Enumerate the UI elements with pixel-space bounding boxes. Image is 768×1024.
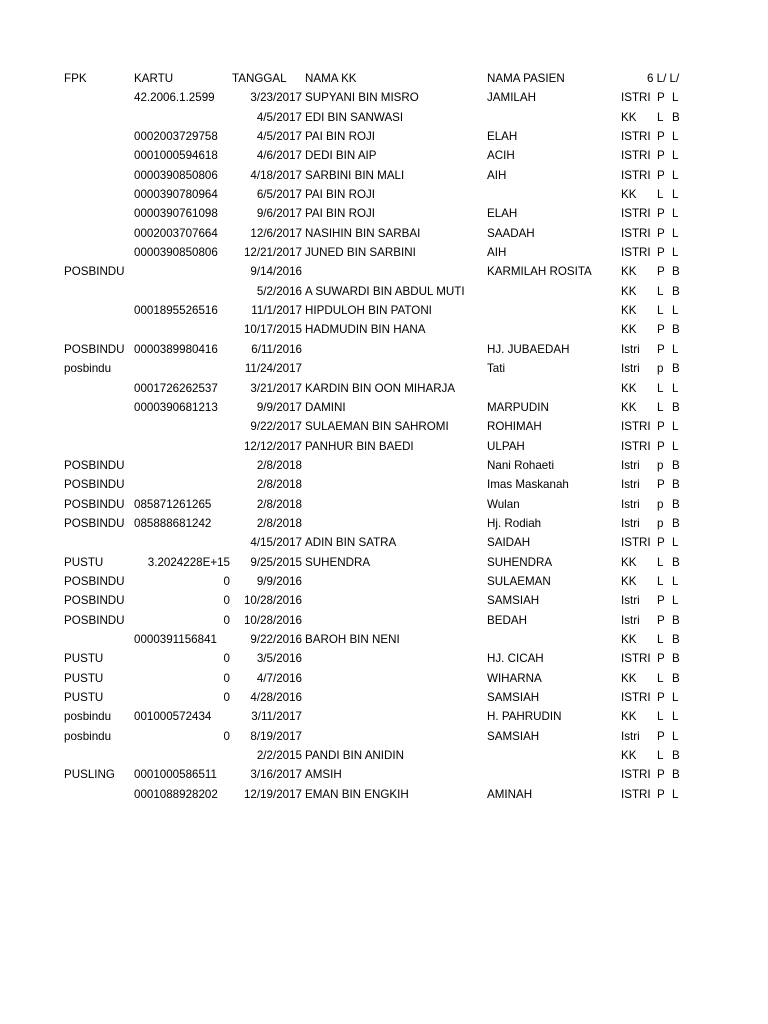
cell-nama-pasien: Hj. Rodiah [487,516,542,530]
table-row [0,320,768,339]
table-row [0,572,768,591]
table-row [0,765,768,784]
cell-code-1: P [657,536,665,550]
cell-code-2: B [672,362,680,376]
cell-tanggal: 6/11/2016 [251,342,302,356]
cell-hubungan: Istri [621,497,640,511]
cell-kartu: 0001000594618 [134,149,218,163]
cell-nama-kk: SARBINI BIN MALI [305,168,405,182]
cell-code-1: P [657,246,665,260]
table-row [0,707,768,726]
cell-code-1: L [657,304,664,318]
table-row [0,146,768,165]
cell-code-2: L [672,130,679,144]
cell-hubungan: ISTRI [621,787,651,801]
cell-code-1: p [657,497,664,511]
cell-code-2: B [672,323,680,337]
cell-nama-pasien: SAMSIAH [487,691,540,704]
cell-hubungan: Istri [621,478,640,492]
cell-fpk: PUSTU [64,652,104,666]
cell-code-2: B [672,768,680,782]
cell-kartu: 0001726262537 [134,381,218,395]
cell-nama-pasien: Tati [487,362,506,376]
cell-tanggal: 3/16/2017 [250,768,302,782]
cell-code-1: L [657,749,664,763]
cell-nama-kk: PAI BIN ROJI [305,188,376,202]
cell-nama-kk: PAI BIN ROJI [305,130,376,144]
table-row [0,359,768,378]
cell-code-2: B [672,458,680,472]
cell-code-2: L [672,787,679,801]
cell-tanggal: 4/7/2016 [256,671,302,685]
cell-nama-pasien: SAADAH [487,226,535,240]
cell-hubungan: KK [621,710,637,724]
cell-tanggal: 2/2/2015 [256,749,302,763]
cell-nama-pasien: SAIDAH [487,536,531,550]
cell-kartu: 0000390780964 [134,188,218,202]
table-row [0,204,768,223]
cell-tanggal: 11/1/2017 [251,304,302,318]
cell-code-1: P [657,439,665,453]
cell-kartu: 001000572434 [134,710,212,724]
cell-code-2: L [672,149,679,163]
cell-code-2: L [672,188,679,202]
table-row [0,456,768,475]
table-row [0,185,768,204]
cell-kartu: 0 [223,652,230,666]
cell-hubungan: ISTRI [621,168,651,182]
cell-tanggal: 2/8/2018 [256,478,302,492]
table-row [0,495,768,514]
cell-code-2: L [672,168,679,182]
header-nama-pasien: NAMA PASIEN [487,72,565,85]
cell-tanggal: 2/8/2018 [256,497,302,511]
cell-code-1: P [657,691,665,704]
cell-nama-kk: KARDIN BIN OON MIHARJA [305,381,456,395]
cell-hubungan: KK [621,632,637,646]
cell-tanggal: 11/24/2017 [244,362,302,376]
cell-hubungan: ISTRI [621,691,651,704]
table-row [0,611,768,630]
cell-nama-pasien: JAMILAH [487,91,536,105]
table-row [0,553,768,572]
cell-code-1: P [657,613,665,627]
cell-nama-pasien: AIH [487,168,507,182]
cell-tanggal: 9/22/2016 [250,632,302,646]
cell-code-2: B [672,284,680,298]
cell-code-1: P [657,91,665,105]
cell-code-2: B [672,613,680,627]
cell-nama-pasien: SUHENDRA [487,555,553,569]
cell-kartu: 085871261265 [134,497,212,511]
cell-nama-pasien: ROHIMAH [487,420,542,434]
cell-nama-pasien: AMINAH [487,787,533,801]
cell-code-1: P [657,787,665,801]
cell-code-1: P [657,478,665,492]
cell-hubungan: KK [621,323,637,337]
table-row [0,88,768,107]
cell-nama-pasien: MARPUDIN [487,400,549,414]
cell-tanggal: 9/14/2016 [250,265,302,279]
cell-tanggal: 10/17/2015 [243,323,302,337]
cell-code-2: B [672,478,680,492]
cell-code-1: L [657,632,664,646]
cell-code-2: L [672,304,679,318]
table-body [0,88,768,804]
cell-code-1: p [657,516,664,530]
cell-fpk: POSBINDU [64,342,125,356]
cell-tanggal: 4/15/2017 [250,536,302,550]
cell-tanggal: 6/5/2017 [256,188,302,202]
cell-kartu: 0001000586511 [134,768,217,782]
cell-hubungan: KK [621,555,637,569]
cell-hubungan: ISTRI [621,652,651,666]
cell-nama-pasien: ELAH [487,130,518,144]
cell-tanggal: 3/23/2017 [250,91,302,105]
cell-hubungan: Istri [621,458,640,472]
cell-kartu: 3.2024228E+15 [147,555,230,569]
table-row [0,514,768,533]
cell-kartu: 0 [223,613,230,627]
cell-hubungan: KK [621,671,637,685]
cell-nama-kk: EDI BIN SANWASI [305,110,404,124]
cell-nama-pasien: ULPAH [487,439,525,453]
cell-nama-kk: JUNED BIN SARBINI [305,246,416,260]
cell-nama-kk: DEDI BIN AIP [305,149,377,163]
table-row [0,533,768,552]
cell-hubungan: ISTRI [621,226,651,240]
cell-kartu: 0 [223,691,230,704]
cell-kartu: 0 [223,574,230,588]
table-row [0,649,768,668]
cell-code-1: P [657,149,665,163]
cell-hubungan: ISTRI [621,207,651,221]
cell-code-2: B [672,749,680,763]
cell-code-2: L [672,729,679,743]
cell-tanggal: 12/19/2017 [243,787,302,801]
cell-nama-kk: PAI BIN ROJI [305,207,376,221]
table-row [0,727,768,746]
cell-code-1: P [657,130,665,144]
cell-nama-pasien: KARMILAH ROSITA [487,265,592,279]
cell-tanggal: 12/6/2017 [250,226,302,240]
cell-nama-pasien: HJ. JUBAEDAH [487,342,570,356]
cell-code-2: L [672,207,679,221]
table-row [0,301,768,320]
cell-code-2: L [672,381,679,395]
cell-code-2: L [672,91,679,105]
table-row [0,785,768,804]
cell-kartu: 0 [223,729,230,743]
cell-kartu: 085888681242 [134,516,212,530]
cell-code-2: B [672,265,680,279]
cell-code-2: B [672,110,680,124]
cell-fpk: POSBINDU [64,613,125,627]
cell-fpk: posbindu [64,710,112,724]
cell-tanggal: 9/25/2015 [250,555,302,569]
header-extra: 6 L/ L/ [647,72,680,85]
cell-nama-pasien: Nani Rohaeti [487,458,555,472]
cell-hubungan: KK [621,749,637,763]
table-row [0,127,768,146]
cell-code-2: B [672,516,680,530]
header-nama-kk: NAMA KK [305,72,357,85]
cell-fpk: POSBINDU [64,497,125,511]
cell-hubungan: Istri [621,362,640,376]
cell-code-1: L [657,110,664,124]
cell-code-2: B [672,497,680,511]
cell-nama-kk: HADMUDIN BIN HANA [305,323,426,337]
cell-tanggal: 5/2/2016 [256,284,302,298]
table-row [0,262,768,281]
cell-tanggal: 9/9/2016 [256,574,302,588]
cell-code-2: B [672,555,680,569]
cell-nama-pasien: BEDAH [487,613,527,627]
cell-nama-pasien: ACIH [487,149,515,163]
cell-code-1: L [657,188,664,202]
cell-hubungan: KK [621,110,637,124]
cell-code-1: P [657,420,665,434]
table-row [0,166,768,185]
cell-nama-kk: SUPYANI BIN MISRO [305,91,419,105]
cell-kartu: 0000390761098 [134,207,218,221]
cell-hubungan: Istri [621,516,640,530]
cell-fpk: PUSLING [64,768,115,782]
cell-fpk: POSBINDU [64,478,125,492]
cell-nama-kk: A SUWARDI BIN ABDUL MUTI [305,284,465,298]
cell-hubungan: KK [621,188,637,202]
cell-kartu: 0000390850806 [134,246,218,260]
cell-nama-kk: BAROH BIN NENI [305,632,400,646]
cell-tanggal: 4/28/2016 [250,691,302,704]
cell-kartu: 0000391156841 [134,632,217,646]
cell-kartu: 0001895526516 [134,304,218,318]
cell-code-2: B [672,671,680,685]
table-row [0,591,768,610]
cell-kartu: 0 [223,671,230,685]
cell-fpk: POSBINDU [64,516,125,530]
cell-code-2: B [672,400,680,414]
table-row [0,108,768,127]
cell-code-1: L [657,555,664,569]
cell-fpk: POSBINDU [64,265,125,279]
cell-kartu: 0000390681213 [134,400,218,414]
table-row [0,398,768,417]
cell-hubungan: KK [621,574,637,588]
cell-hubungan: ISTRI [621,420,651,434]
cell-hubungan: ISTRI [621,246,651,260]
header-kartu: KARTU [134,72,174,85]
header-tanggal: TANGGAL [232,72,287,85]
cell-nama-kk: HIPDULOH BIN PATONI [305,304,432,318]
cell-fpk: PUSTU [64,671,104,685]
table-row [0,340,768,359]
cell-hubungan: Istri [621,729,640,743]
cell-nama-kk: SUHENDRA [305,555,371,569]
cell-nama-kk: PANDI BIN ANIDIN [305,749,404,763]
cell-code-1: P [657,323,665,337]
cell-hubungan: KK [621,265,637,279]
cell-code-1: P [657,652,665,666]
cell-hubungan: Istri [621,594,640,608]
cell-code-2: L [672,342,679,356]
cell-code-1: L [657,710,664,724]
table-row [0,669,768,688]
cell-code-1: P [657,168,665,182]
cell-tanggal: 4/5/2017 [256,130,302,144]
cell-code-2: L [672,691,679,704]
cell-fpk: POSBINDU [64,594,125,608]
cell-fpk: posbindu [64,729,112,743]
cell-tanggal: 4/18/2017 [250,168,302,182]
cell-fpk: PUSTU [64,691,104,704]
cell-hubungan: ISTRI [621,768,651,782]
cell-fpk: POSBINDU [64,458,125,472]
cell-tanggal: 2/8/2018 [256,516,302,530]
cell-nama-kk: EMAN BIN ENGKIH [305,787,409,801]
cell-code-1: L [657,381,664,395]
cell-code-1: p [657,362,664,376]
cell-nama-pasien: SAMSIAH [487,594,540,608]
table-row [0,630,768,649]
cell-hubungan: ISTRI [621,536,651,550]
cell-fpk: POSBINDU [64,574,125,588]
table-row [0,746,768,765]
cell-nama-pasien: ELAH [487,207,518,221]
table-row [0,243,768,262]
cell-kartu: 0 [223,594,230,608]
cell-nama-kk: NASIHIN BIN SARBAI [305,226,421,240]
cell-hubungan: ISTRI [621,130,651,144]
cell-code-1: P [657,342,665,356]
cell-code-2: L [672,594,679,608]
cell-code-2: L [672,536,679,550]
cell-kartu: 0000390850806 [134,168,218,182]
cell-nama-kk: DAMINI [305,400,346,414]
cell-tanggal: 3/11/2017 [251,710,302,724]
cell-code-1: L [657,671,664,685]
cell-tanggal: 9/22/2017 [250,420,302,434]
cell-kartu: 0000389980416 [134,342,218,356]
cell-code-2: B [672,652,680,666]
cell-fpk: posbindu [64,362,112,376]
cell-nama-pasien: WIHARNA [487,671,542,685]
cell-code-2: L [672,420,679,434]
cell-nama-pasien: Imas Maskanah [487,478,569,492]
cell-code-1: L [657,284,664,298]
cell-hubungan: ISTRI [621,149,651,163]
cell-nama-kk: PANHUR BIN BAEDI [305,439,414,453]
cell-code-1: P [657,207,665,221]
cell-nama-pasien: H. PAHRUDIN [487,710,562,724]
table-row [0,379,768,398]
cell-tanggal: 4/5/2017 [256,110,302,124]
cell-tanggal: 10/28/2016 [243,594,302,608]
cell-code-1: P [657,729,665,743]
cell-tanggal: 9/6/2017 [256,207,302,221]
cell-tanggal: 3/5/2016 [256,652,302,666]
cell-code-1: L [657,400,664,414]
table-row [0,417,768,436]
cell-nama-pasien: HJ. CICAH [487,652,544,666]
cell-fpk: PUSTU [64,555,104,569]
cell-nama-pasien: AIH [487,246,507,260]
table-row [0,475,768,494]
cell-code-1: L [657,574,664,588]
cell-code-1: P [657,768,665,782]
cell-code-2: B [672,632,680,646]
cell-hubungan: Istri [621,342,640,356]
cell-tanggal: 2/8/2018 [256,458,302,472]
cell-kartu: 0001088928202 [134,787,218,801]
data-sheet [0,69,768,804]
cell-hubungan: KK [621,400,637,414]
header-row [0,69,768,88]
cell-tanggal: 10/28/2016 [243,613,302,627]
cell-code-1: p [657,458,664,472]
table-row [0,437,768,456]
cell-nama-pasien: Wulan [487,497,520,511]
header-fpk: FPK [64,72,87,85]
cell-tanggal: 3/21/2017 [250,381,302,395]
table-row [0,282,768,301]
cell-tanggal: 8/19/2017 [250,729,302,743]
cell-code-2: L [672,710,679,724]
cell-nama-kk: AMSIH [305,768,342,782]
cell-nama-pasien: SULAEMAN [487,574,551,588]
cell-code-1: P [657,594,665,608]
cell-code-2: L [672,439,679,453]
cell-code-2: L [672,574,679,588]
cell-code-1: P [657,226,665,240]
cell-hubungan: ISTRI [621,91,651,105]
cell-code-1: P [657,265,665,279]
cell-code-2: L [672,226,679,240]
cell-tanggal: 9/9/2017 [256,400,302,414]
cell-nama-kk: SULAEMAN BIN SAHROMI [305,420,449,434]
cell-hubungan: Istri [621,613,640,627]
cell-tanggal: 4/6/2017 [256,149,302,163]
cell-tanggal: 12/21/2017 [243,246,302,260]
cell-hubungan: KK [621,381,637,395]
cell-nama-pasien: SAMSIAH [487,729,540,743]
table-row [0,688,768,707]
cell-nama-kk: ADIN BIN SATRA [305,536,397,550]
cell-kartu: 0002003729758 [134,130,218,144]
cell-code-2: L [672,246,679,260]
table-row [0,224,768,243]
cell-kartu: 0002003707664 [134,226,218,240]
cell-kartu: 42.2006.1.2599 [134,91,215,105]
cell-hubungan: ISTRI [621,439,651,453]
cell-hubungan: KK [621,304,637,318]
cell-hubungan: KK [621,284,637,298]
cell-tanggal: 12/12/2017 [243,439,302,453]
